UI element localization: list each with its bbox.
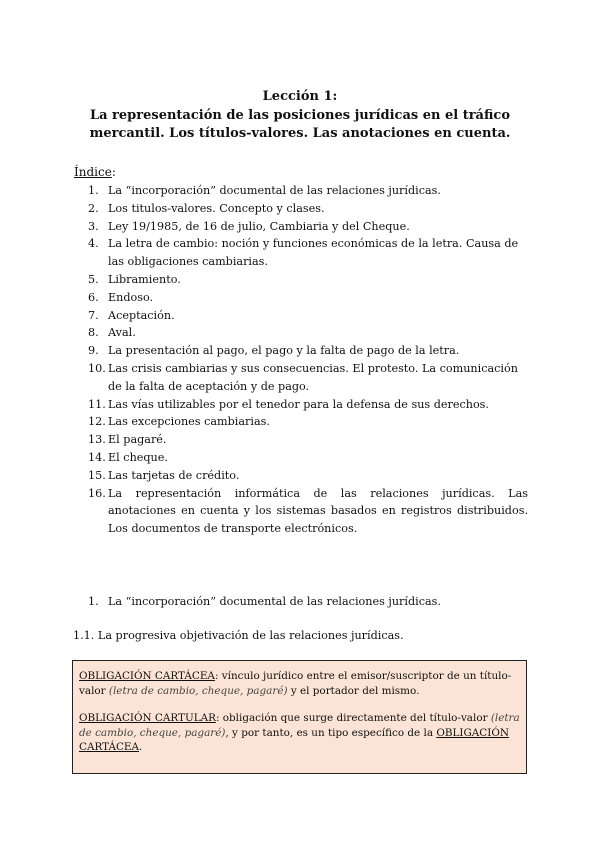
subsection-heading: 1.1. La progresiva objetivación de las relaciones jurídicas. [73, 629, 404, 642]
lesson-title-line-2: mercantil. Los títulos-valores. Las anotaciones en cuenta. [89, 126, 511, 141]
definition-cartacea: OBLIGACIÓN CARTÁCEA: vínculo jurídico entre el emisor/suscriptor de un título-valor (letra de cambio, cheque, pagaré) y el portador del mismo. [79, 670, 512, 697]
index-heading-colon: : [111, 165, 116, 179]
index-heading [74, 164, 116, 180]
section-number: 1. [88, 595, 99, 608]
toc-item: 16. La representación informática de las relaciones jurídicas. Las anotaciones en cuenta y los sistemas basados en registros distribuidos. Los documentos de transporte electrónicos. [88, 486, 528, 536]
toc-item: 6. Endoso. [88, 290, 154, 304]
toc-item: 3. Ley 19/1985, de 16 de julio, Cambiaria y del Cheque. [88, 219, 410, 233]
toc-item: 5. Libramiento. [88, 272, 181, 286]
term-obligacion-cartular: OBLIGACIÓN CARTULAR [79, 712, 216, 724]
lesson-title [60, 88, 540, 144]
ref-obligacion-cartacea: OBLIGACIÓN CARTÁCEA [79, 726, 509, 753]
section-title: La “incorporación” documental de las relaciones jurídicas. [108, 595, 441, 608]
table-of-contents [88, 182, 528, 538]
toc-item: 4. La letra de cambio: noción y funciones económicas de la letra. Causa de las obligaciones cambiarias. [88, 237, 519, 269]
definition-cartular: OBLIGACIÓN CARTULAR: obligación que surge directamente del título-valor (letra de cambio, cheque, pagaré), y por tanto, es un tipo específico de la OBLIGACIÓN CARTÁCEA. [79, 712, 520, 753]
toc-item: 9. La presentación al pago, el pago y la falta de pago de la letra. [88, 344, 460, 358]
section-heading [88, 594, 441, 610]
toc-item: 14. El cheque. [88, 450, 168, 464]
toc-item: 15. Las tarjetas de crédito. [88, 468, 240, 482]
lesson-number: Lección 1: [262, 89, 338, 104]
examples-text: (letra de cambio, cheque, pagaré) [79, 712, 520, 739]
lesson-title-line-1: La representación de las posiciones jurídicas en el tráfico [89, 107, 511, 123]
toc-item: 13. El pagaré. [88, 433, 167, 447]
definitions-box [72, 660, 527, 774]
toc-item: 8. Aval. [88, 326, 136, 340]
toc-item: 1. La “incorporación” documental de las relaciones jurídicas. [88, 184, 441, 197]
examples-text: (letra de cambio, cheque, pagaré) [108, 684, 288, 697]
term-obligacion-cartacea: OBLIGACIÓN CARTÁCEA [79, 670, 215, 682]
toc-item: 11. Las vías utilizables por el tenedor para la defensa de sus derechos. [88, 397, 489, 411]
toc-item: 7. Aceptación. [88, 308, 175, 322]
toc-item: 12. Las excepciones cambiarias. [88, 415, 270, 429]
toc-item: 10. Las crisis cambiarias y sus consecuencias. El protesto. La comunicación de la falta de aceptación y de pago. [88, 361, 518, 393]
toc-item: 2. Los titulos-valores. Concepto y clases. [88, 201, 325, 215]
index-heading-label: Índice [74, 165, 112, 179]
